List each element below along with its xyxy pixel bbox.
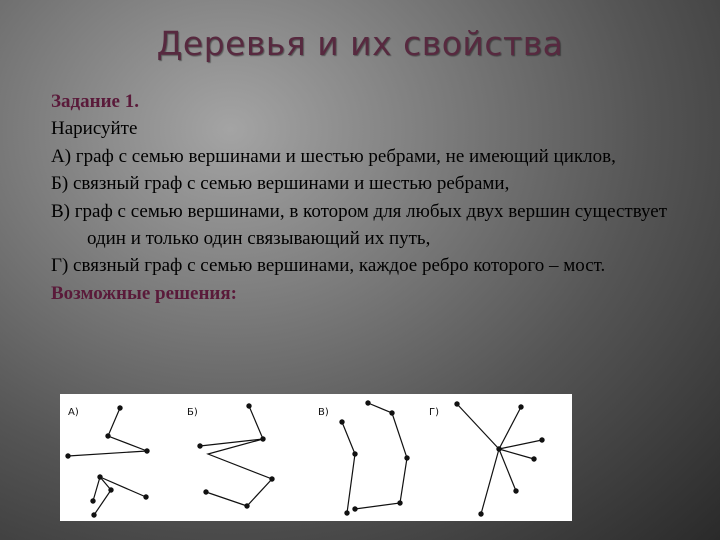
graph-g — [429, 404, 542, 514]
graph-g-label: Г) — [429, 407, 439, 418]
graph-a-label: А) — [68, 407, 79, 418]
task-heading: Задание 1. — [51, 91, 139, 112]
task-item-g: Г) связный граф с семью вершинами, каждое ребро которого – мост. — [51, 255, 606, 277]
solutions-heading: Возможные решения: — [51, 282, 237, 304]
graph-a — [68, 407, 147, 515]
graph-b — [187, 406, 272, 506]
task-item-a: А) граф с семью вершинами и шестью ребрами, не имеющий циклов, — [51, 145, 616, 167]
task-intro: Нарисуйте — [51, 118, 138, 140]
slide-title: Деревья и их свойства — [156, 24, 564, 63]
task-item-v: В) граф с семью вершинами, в котором для любых двух вершин существует один и только один связывающий их путь, — [51, 200, 668, 250]
solutions-figure — [60, 394, 572, 521]
slide-body — [51, 88, 681, 307]
task-item-b: Б) связный граф с семью вершинами и шестью ребрами, — [51, 173, 510, 195]
graph-v — [318, 403, 407, 513]
graph-b-label: Б) — [187, 407, 198, 418]
graph-v-label: В) — [318, 407, 329, 418]
